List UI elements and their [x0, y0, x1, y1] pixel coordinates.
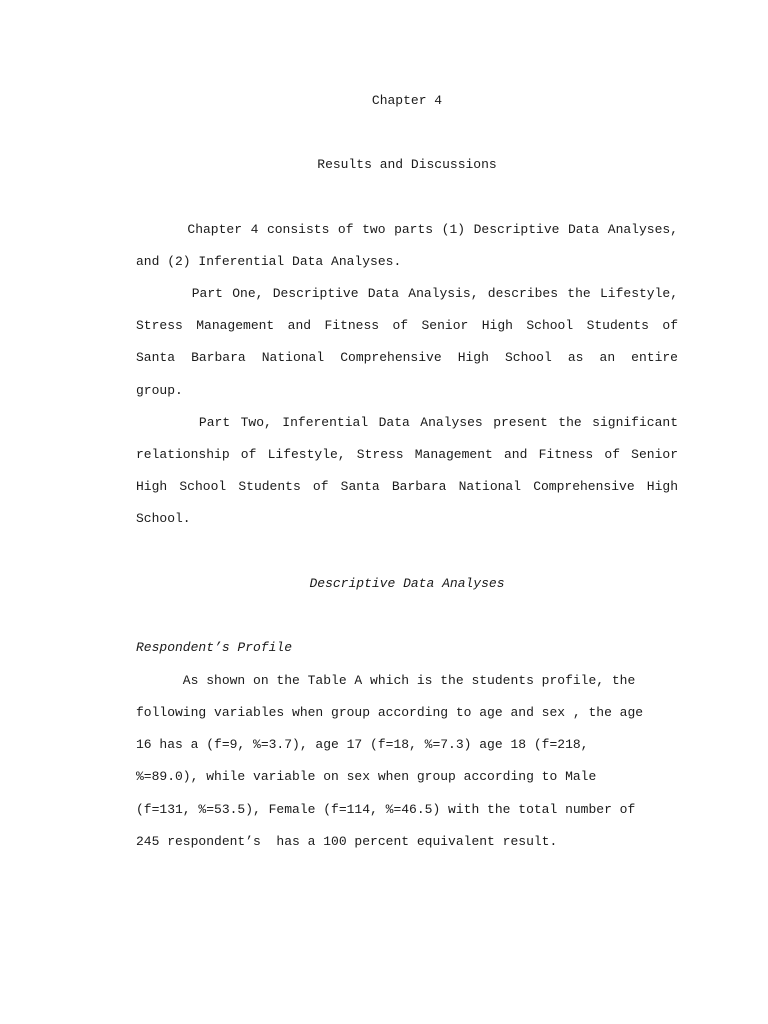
- section-heading: Descriptive Data Analyses: [309, 576, 505, 591]
- profile-line-4: %=89.0), while variable on sex when group according to Male: [136, 769, 597, 784]
- profile-line-6: 245 respondent’s has a 100 percent equivalent result.: [136, 834, 558, 849]
- part-two-line-4: School.: [136, 511, 191, 526]
- profile-line-5: (f=131, %=53.5), Female (f=114, %=46.5) with the total number of: [136, 802, 636, 817]
- chapter-title: Results and Discussions: [317, 157, 497, 172]
- part-two-line-2: relationship of Lifestyle, Stress Management and Fitness of Senior: [136, 447, 678, 462]
- intro-line-2: and (2) Inferential Data Analyses.: [136, 254, 402, 269]
- subheading: Respondent’s Profile: [136, 640, 293, 655]
- part-two-line-3: High School Students of Santa Barbara National Comprehensive High: [136, 479, 678, 494]
- profile-line-2: following variables when group according to age and sex , the age: [136, 705, 644, 720]
- part-one-line-4: group.: [136, 383, 183, 398]
- chapter-number: Chapter 4: [371, 93, 443, 108]
- part-two-line-1: Part Two, Inferential Data Analyses present the significant: [136, 415, 678, 430]
- part-one-line-2: Stress Management and Fitness of Senior High School Students of: [136, 318, 678, 333]
- intro-line-1: Chapter 4 consists of two parts (1) Descriptive Data Analyses,: [136, 222, 678, 237]
- part-one-line-1: Part One, Descriptive Data Analysis, describes the Lifestyle,: [136, 286, 678, 301]
- profile-line-3: 16 has a (f=9, %=3.7), age 17 (f=18, %=7.3) age 18 (f=218,: [136, 737, 589, 752]
- part-one-line-3: Santa Barbara National Comprehensive High School as an entire: [136, 350, 678, 365]
- profile-line-1: As shown on the Table A which is the students profile, the: [136, 673, 636, 688]
